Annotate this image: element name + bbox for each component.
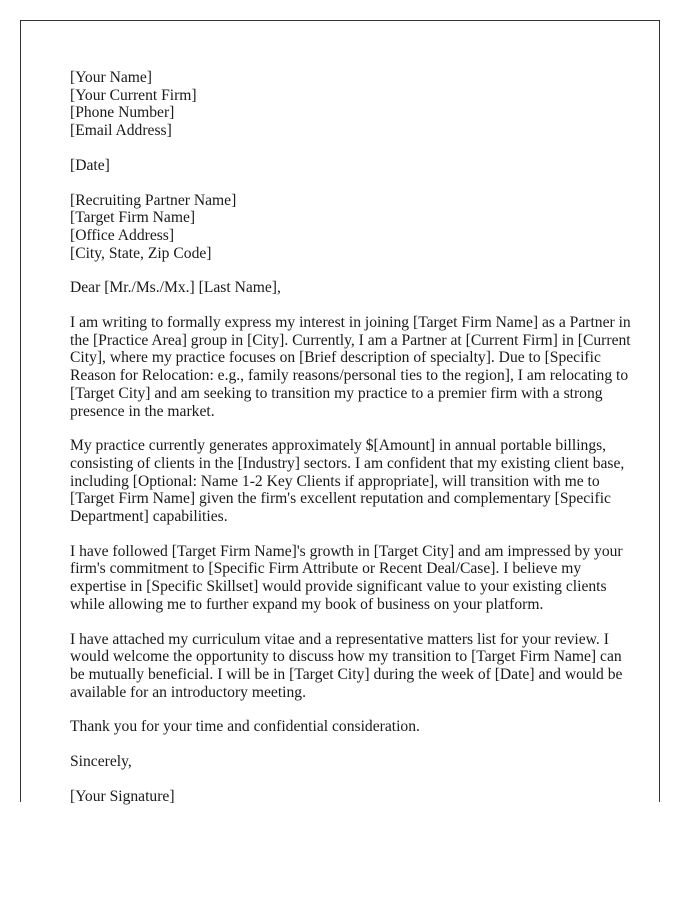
sender-name: [Your Name] (70, 69, 153, 86)
body-paragraph-1: I am writing to formally express my interest in joining [Target Firm Name] as a Partner in the [Practice Area] group in [City]. Currently, I am a Partner at [Current Firm] in [Current City], where my practice focuses on [Brief description of specialty]. Due to [Specific Reason for Relocation: e.g., family reasons/personal ties to the region], I am relocating to [Target City] and am seeking to transition my practice to a premier firm with a strong presence in the market. (70, 314, 631, 420)
sender-firm: [Your Current Firm] (70, 86, 197, 104)
body-paragraph-2: My practice currently generates approximately $[Amount] in annual portable billings, consisting of clients in the [Industry] sectors. I am confident that my existing client base, including [Optional: Name 1-2 Key Clients if appropriate], will transition with me to [Target Firm Name] given the firm's excellent reputation and complementary [Specific Department] capabilities. (70, 437, 625, 526)
sender-block (70, 69, 655, 140)
sender-phone: [Phone Number] (70, 104, 175, 122)
recipient-city: [City, State, Zip Code] (70, 244, 212, 262)
recipient-block (70, 192, 655, 263)
recipient-address: [Office Address] (70, 226, 175, 244)
letter-page (20, 20, 660, 805)
recipient-firm: [Target Firm Name] (70, 209, 196, 227)
body-paragraph-4: I have attached my curriculum vitae and a representative matters list for your review. I would welcome the opportunity to discuss how my transition to [Target Firm Name] can be mutually beneficial. I will be in [Target City] during the week of [Date] and would be available for an introductory meeting. (70, 630, 623, 701)
letter-content (70, 69, 655, 823)
signature: [Your Signature] (70, 787, 175, 805)
recipient-name: [Recruiting Partner Name] (70, 191, 237, 209)
salutation: Dear [Mr./Ms./Mx.] [Last Name], (70, 279, 281, 297)
body-paragraph-3: I have followed [Target Firm Name]'s growth in [Target City] and am impressed by your firm's commitment to [Specific Firm Attribute or Recent Deal/Case]. I believe my expertise in [Specific Skillset] would provide significant value to your existing clients while allowing me to further expand my book of business on your platform. (70, 542, 623, 613)
sender-email: [Email Address] (70, 122, 172, 140)
closing: Sincerely, (70, 753, 132, 771)
letter-date: [Date] (70, 156, 110, 174)
body-paragraph-5: Thank you for your time and confidential consideration. (70, 718, 420, 736)
date-block (70, 157, 655, 175)
